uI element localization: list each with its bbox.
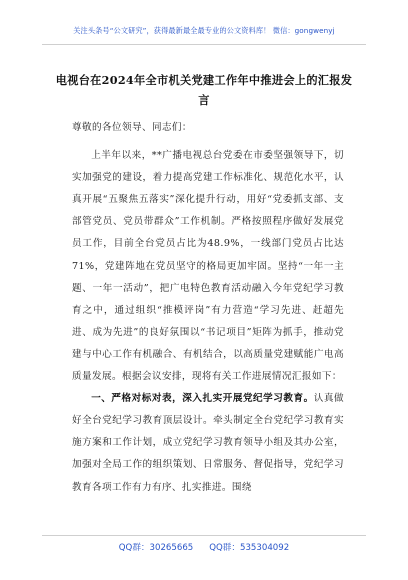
section-1-text: 认真做好全台党纪学习教育顶层设计。牵头制定全台党纪学习教育实施方案和工作计划，成立党纪学习教育领导小组及其办公室，加强对全局工作的组织策划、日常服务、督促指导，党纪学习教育各项工作有力有序、扎实推进。围绕 [72, 393, 344, 493]
footer-divider [42, 535, 366, 536]
section-1 [72, 388, 344, 498]
greeting: 尊敬的各位领导、同志们： [72, 122, 192, 133]
header-divider [42, 44, 366, 45]
qq-group-2: QQ群：535304092 [209, 543, 290, 553]
section-1-heading: 一、严格对标对表，深入扎实开展党纪学习教育。 [91, 393, 314, 405]
promo-header: 关注头条号“公文研究”，获得最新最全最专业的公文资料库！ 微信：gongwenyj [73, 26, 335, 35]
document-title [48, 70, 360, 110]
qq-group-1: QQ群：30265665 [118, 543, 194, 553]
paragraph-1: 上半年以来，**广播电视总台党委在市委坚强领导下，切实加强党的建设，着力提高党建工作标准化、规范化水平，认真开展“五聚焦五落实”深化提升行动，用好“党委抓支部、支部管党员、党员带群众”工作机制。严格按照程序做好发展党员工作，目前全台党员占比为48.9%，一线部门党员占比达71%，党建阵地在党员坚守的格局更加牢固。坚持“一年一主题、一年一活动”，把广电特色教育活动融入今年党纪学习教育之中，通过组织“推模评岗”有力营造“学习先进、赶超先进、成为先进”的良好氛围以“书记项目”矩阵为抓手，推动党建与中心工作有机融合、有机结合，以高质量党建赋能广电高质量发展。根据会议安排，现将有关工作进展情况汇报如下： [72, 150, 344, 383]
title-line-1: 电视台在2024年全市机关党建工作年中推进会上的汇报发 [55, 73, 353, 87]
document-body [72, 117, 344, 499]
title-line-2: 言 [198, 93, 210, 107]
footer-contacts [0, 541, 408, 553]
